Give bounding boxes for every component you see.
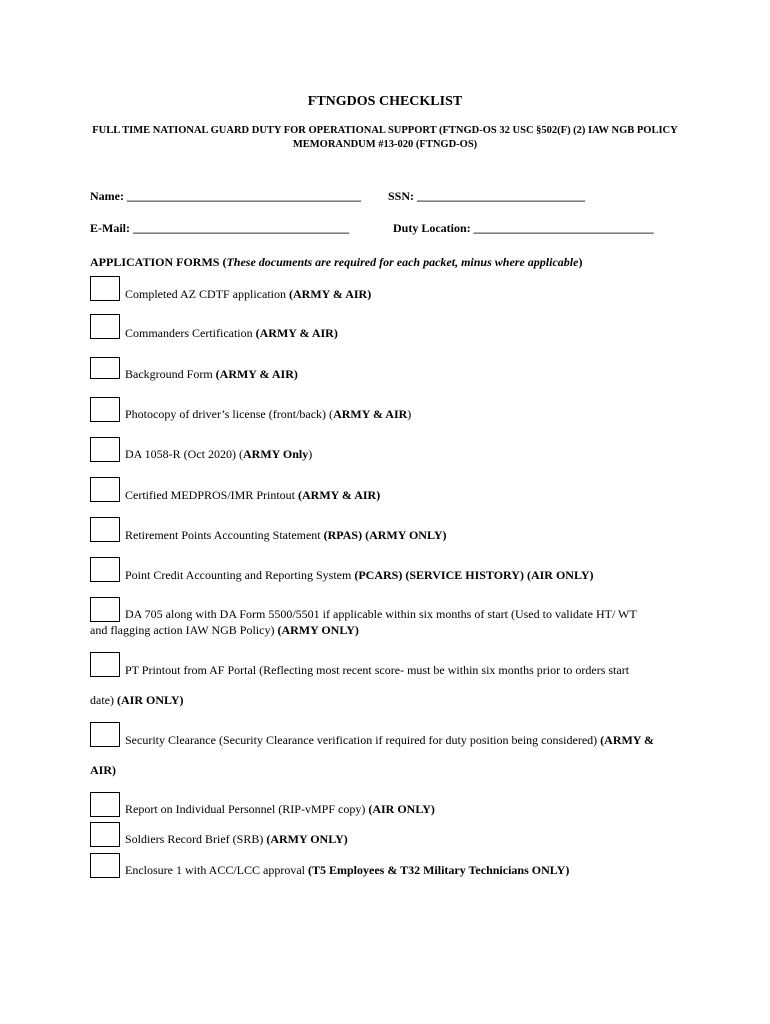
- document-subtitle: FULL TIME NATIONAL GUARD DUTY FOR OPERATIONAL SUPPORT (FTNGD-OS 32 USC §502(F) (2) IAW NGB POLICY MEMORANDUM #13-020 (FTNGD-OS): [92, 125, 678, 150]
- checkbox[interactable]: [90, 357, 120, 379]
- checkbox[interactable]: [90, 477, 120, 502]
- checkbox[interactable]: [90, 822, 120, 847]
- checkbox[interactable]: [90, 597, 120, 622]
- document-title: FTNGDOS CHECKLIST: [307, 94, 463, 109]
- checkbox[interactable]: [90, 276, 120, 301]
- section-note: These documents are required for each packet, minus where applicable: [226, 255, 579, 269]
- duty-location-field[interactable]: Duty Location: ______________________________: [393, 221, 654, 235]
- checkbox[interactable]: [90, 792, 120, 817]
- ssn-field[interactable]: SSN: ____________________________: [388, 189, 586, 203]
- application-forms-heading: APPLICATION FORMS (These documents are required for each packet, minus where applicable): [90, 255, 583, 269]
- checkbox[interactable]: [90, 517, 120, 542]
- name-field[interactable]: Name: _______________________________________: [90, 189, 361, 203]
- checkbox[interactable]: [90, 437, 120, 462]
- checkbox[interactable]: [90, 397, 120, 422]
- checkbox[interactable]: [90, 652, 120, 677]
- checkbox[interactable]: [90, 722, 120, 747]
- checkbox[interactable]: [90, 853, 120, 878]
- checkbox[interactable]: [90, 557, 120, 582]
- checkbox[interactable]: [90, 314, 120, 339]
- email-field[interactable]: E-Mail: ____________________________________: [90, 221, 349, 235]
